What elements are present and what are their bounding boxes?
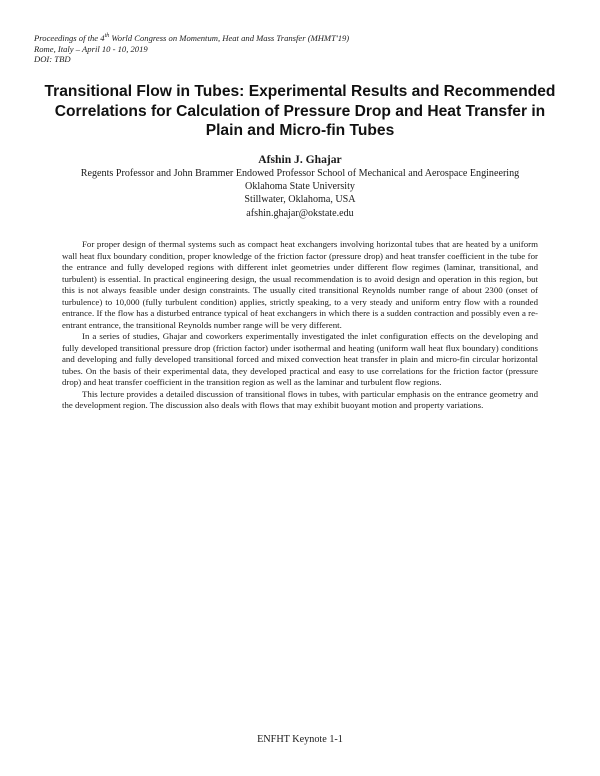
title-line-2: Correlations for Calculation of Pressure Drop and Heat Transfer in xyxy=(54,102,546,120)
abstract-paragraph: In a series of studies, Ghajar and coworkers experimentally investigated the inlet configuration effects on the developing and fully developed transitional pressure drop (friction factor) under isothermal and heating (uniform wall heat flux boundary) conditions and developing and fully developed transitional forced and mixed convection heat transfer in plain and micro-fin circular horizontal tubes. On the basis of their experimental data, they developed practical and easy to use correlations for the friction factor (pressure drop) and heat transfer coefficient in the transition region as well as the laminar and turbulent flow regions. xyxy=(62,331,538,387)
header-line-proceedings: Proceedings of the 4th World Congress on Momentum, Heat and Mass Transfer (MHMT'19) xyxy=(34,33,350,43)
paper-title xyxy=(30,82,570,141)
title-line-3: Plain and Micro-fin Tubes xyxy=(205,122,395,140)
author-email: afshin.ghajar@okstate.edu xyxy=(246,207,354,219)
abstract-paragraph: This lecture provides a detailed discussion of transitional flows in tubes, with particular emphasis on the entrance geometry and the development region. The discussion also deals with flows that may exhibit buoyant motion and property variations. xyxy=(62,388,538,410)
page-footer: ENFHT Keynote 1-1 xyxy=(257,734,343,745)
author-position: Regents Professor and John Brammer Endowed Professor School of Mechanical and Aerospace Engineering xyxy=(80,168,520,179)
author-block xyxy=(30,153,570,220)
author-location: Stillwater, Oklahoma, USA xyxy=(244,194,356,206)
author-university: Oklahoma State University xyxy=(245,181,355,193)
abstract xyxy=(62,239,538,412)
title-line-1: Transitional Flow in Tubes: Experimental Results and Recommended xyxy=(44,83,556,100)
author-name: Afshin J. Ghajar xyxy=(258,153,342,166)
header-line-location-date: Rome, Italy – April 10 - 10, 2019 xyxy=(34,43,148,54)
conference-header xyxy=(34,33,349,65)
abstract-paragraph: For proper design of thermal systems such as compact heat exchangers involving horizontal tubes that are heated by a uniform wall heat flux boundary condition, proper knowledge of the friction factor (pressure drop) and heat transfer coefficient in the tube for the entrance and fully developed regions with different inlet geometries under different flow regimes (laminar, transitional, and turbulent) is essential. In practical engineering design, the usual recommendation is to avoid design and operation in this region, but this is not always feasible under design constraints. The usually cited transitional Reynolds number range of about 2300 (onset of turbulence) to 10,000 (fully turbulent condition) applies, strictly speaking, to a very steady and uniform entry flow with a rounded entrance. If the flow has a disturbed entrance typical of heat exchangers in which there is a sudden contraction and possibly even a re-entrant entrance, the transitional Reynolds number range will be very different. xyxy=(62,239,538,330)
header-line-doi: DOI: TBD xyxy=(34,54,71,64)
